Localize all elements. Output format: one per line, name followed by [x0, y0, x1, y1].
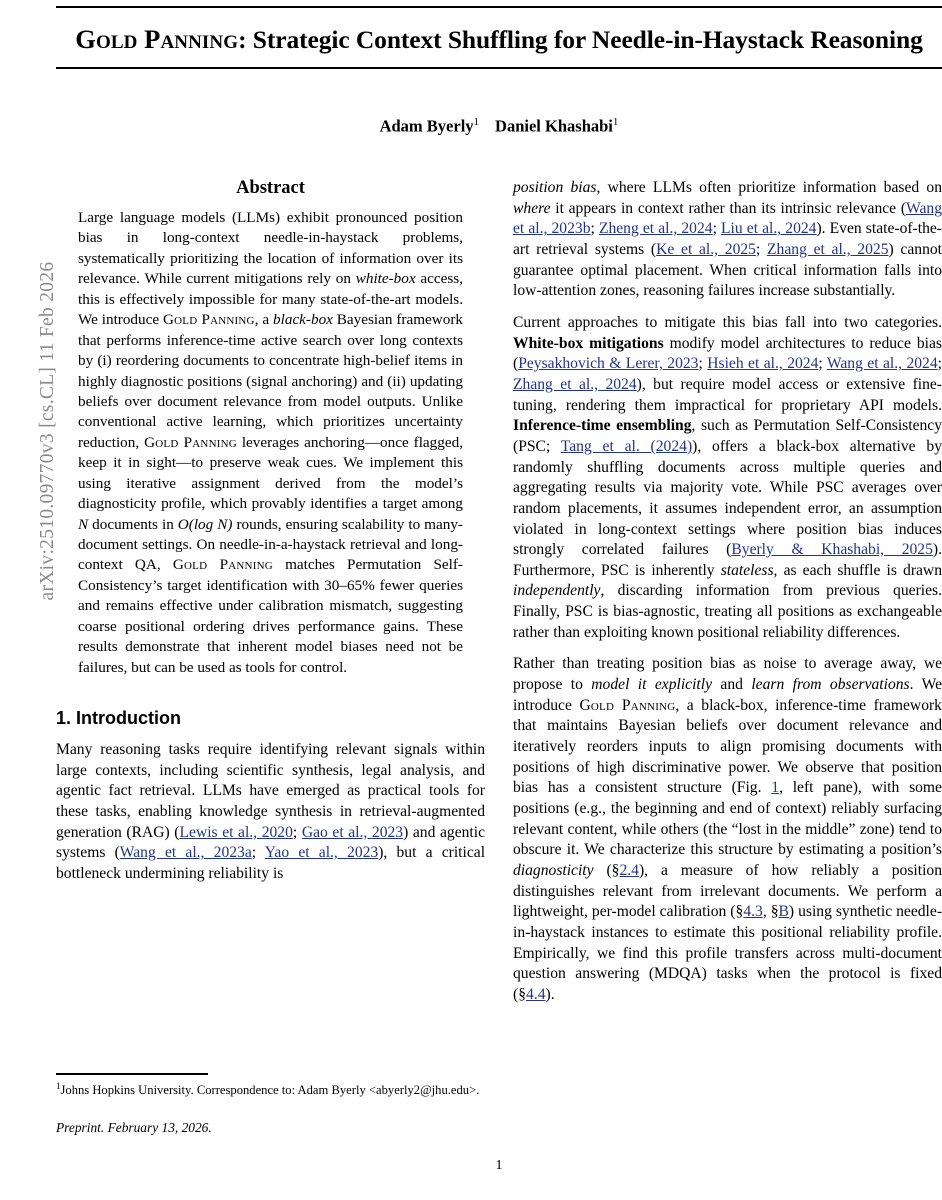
paragraph-text: ), but a critical bottleneck undermining reliability is	[56, 844, 486, 882]
intro-paragraph-3	[513, 654, 942, 1005]
footnote-affiliation: Johns Hopkins University. Correspondence to: Adam Byerly	[60, 1082, 369, 1097]
citation-link[interactable]: Wang et al., 2024	[826, 355, 938, 373]
emph-diagnosticity: diagnosticity	[513, 862, 594, 879]
paragraph-text: ).	[545, 985, 555, 1003]
abstract-text: Bayesian framework that performs inference-time active search over long contexts by (i) reordering documents to concentrate high-belief items in highly diagnostic positions (signal anchoring) and (ii) updating beliefs over document relevance from model outputs. Unlike conventional active learning, which prioritizes uncertainty reduction,	[78, 311, 463, 451]
citation-link[interactable]: Zhang et al., 2024	[513, 375, 637, 393]
paragraph-text: ;	[937, 355, 942, 373]
author-name: Daniel Khashabi	[495, 116, 613, 136]
citation-link[interactable]: Yao et al., 2023	[264, 844, 379, 862]
footnote-text	[56, 1081, 485, 1099]
abstract-method-name: Gold Panning	[163, 311, 255, 329]
arxiv-stamp: arXiv:2510.09770v3 [cs.CL] 11 Feb 2026	[37, 261, 58, 601]
paragraph-text: it appears in context rather than its intrinsic relevance (	[550, 199, 907, 217]
paragraph-text: ;	[755, 240, 768, 258]
paragraph-text: ;	[818, 355, 827, 373]
paragraph-text: ;	[251, 844, 265, 862]
abstract-text: Large language models (LLMs) exhibit pronounced position bias in long-context needle-in-haystack problems, systematically prioritizing the location of information over its relevance. While current mitigations rely on	[78, 209, 463, 288]
paragraph-text: ), offers a black-box alternative by randomly shuffling documents across multiple queries and aggregating results via majority vote. While PSC averages over random placements, it assumes independent error, an assumption violated in long-context settings where position bias induces strongly correlated failures (	[513, 437, 942, 559]
paragraph-text: ) and agentic systems (	[56, 823, 486, 862]
emph-stateless: stateless	[720, 561, 774, 579]
abstract-text: matches Permutation Self-Consistency’s target identification with 30–65% fewer queries and remains effective under calibration mismatch, suggesting coarse positional ordering drives performance gains. These results demonstrate that inherent model biases need not be failures, but can be used as tools for control.	[78, 556, 463, 676]
citation-link[interactable]: Wang et al., 2023a	[119, 844, 252, 862]
paragraph-text: , where LLMs often prioritize information based on	[596, 179, 942, 196]
figure-reference-link[interactable]: 1	[771, 779, 780, 797]
paragraph-text: , such as Permutation Self-Consistency (PSC;	[513, 417, 942, 455]
paragraph-text: ) cannot guarantee optimal placement. When critical information falls into low-attention zones, reasoning failures increase substantially.	[513, 240, 942, 300]
abstract-method-name: Gold Panning	[172, 556, 273, 574]
paragraph-text: ). Furthermore, PSC is inherently	[513, 541, 942, 579]
title-rule-bottom	[56, 67, 942, 69]
citation-link[interactable]: Gao et al., 2023	[301, 823, 404, 841]
section-reference-link[interactable]: 2.4	[619, 862, 639, 879]
footnote-email: <abyerly2@jhu.edu>	[368, 1082, 477, 1097]
citation-link[interactable]: Hsieh et al., 2024	[707, 355, 819, 373]
footnote-marker: 1	[56, 1080, 61, 1091]
paragraph-text: , a black-box, inference-time framework that maintains Bayesian beliefs over document relevance and iteratively reorders inputs to align promising documents with positions of high discriminative power. We observe that position bias has a consistent structure (Fig.	[513, 696, 942, 797]
author-affiliation-marker: 1	[473, 116, 480, 129]
emph-where: where	[513, 199, 551, 217]
paragraph-text: ), a measure of how reliably a position distinguishes relevant from irrelevant documents. We perform a lightweight, per-model calibration (§	[513, 862, 942, 921]
intro-paragraph-1-continued	[513, 178, 942, 302]
paragraph-text: , as each shuffle is drawn	[773, 561, 942, 579]
two-column-body	[56, 178, 942, 1017]
emph-independently: independently	[513, 582, 601, 600]
paragraph-text: modify model architectures to reduce bias (	[513, 334, 942, 373]
paragraph-text: , §	[762, 903, 779, 921]
page-title-smallcaps: Gold Panning	[75, 24, 239, 54]
paper-page	[56, 0, 942, 1200]
citation-link[interactable]: Wang et al., 2023b	[513, 199, 942, 238]
title-rule-top	[56, 6, 942, 8]
citation-link[interactable]: Zheng et al., 2024	[598, 220, 713, 238]
citation-link[interactable]: Zhang et al., 2025	[767, 240, 889, 258]
abstract-emph-black-box: black-box	[273, 311, 333, 329]
paragraph-text: ;	[698, 355, 708, 373]
abstract-method-name: Gold Panning	[144, 433, 237, 451]
bold-inference-time-ensembling: Inference-time ensembling	[513, 417, 692, 435]
abstract-text: documents in	[88, 515, 178, 533]
paragraph-text: ;	[292, 823, 302, 841]
author-list	[56, 116, 942, 137]
paragraph-text: Many reasoning tasks require identifying relevant signals within large contexts, including scientific synthesis, legal analysis, and agentic fact retrieval. LLMs have emerged as practical tools for these tasks, enabling knowledge synthesis in retrieval-augmented generation (RAG) (	[56, 741, 485, 841]
citation-link[interactable]: Byerly & Khashabi, 2025	[731, 541, 933, 559]
abstract-text: rounds, ensuring scalability to many-document settings. On needle-in-a-haystack retrieval and long-context QA,	[78, 515, 463, 574]
abstract-math-n: N	[78, 515, 89, 533]
page-title	[56, 24, 942, 55]
section-reference-link[interactable]: B	[778, 903, 789, 921]
page-title-rest: : Strategic Context Shuffling for Needle-in-Haystack Reasoning	[238, 25, 923, 54]
paragraph-text: ), but require model access or extensive fine-tuning, rendering them impractical for proprietary API models.	[513, 375, 942, 414]
paragraph-text: ) using synthetic needle-in-haystack instances to estimate this positional reliability profile. Empirically, we find this profile transfers across multi-document question answering (MDQA) tasks when the protocol is fixed (§	[513, 903, 942, 1003]
section-reference-link[interactable]: 4.4	[526, 985, 546, 1003]
section-heading-introduction: 1. Introduction	[56, 708, 181, 729]
paragraph-text: and	[712, 676, 752, 694]
footnote-block	[56, 1073, 485, 1136]
abstract-emph-white-box: white-box	[355, 270, 416, 288]
intro-paragraph-1	[56, 740, 485, 885]
method-name: Gold Panning	[579, 696, 676, 714]
footnote-text-tail: .	[476, 1082, 480, 1097]
emph-model-it-explicitly: model it explicitly	[591, 676, 713, 694]
intro-paragraph-2	[513, 313, 942, 644]
page-number: 1	[495, 1158, 503, 1173]
section-reference-link[interactable]: 4.3	[743, 903, 763, 921]
preprint-notice: Preprint. February 13, 2026.	[56, 1120, 212, 1136]
citation-link[interactable]: Lewis et al., 2020	[179, 823, 293, 841]
citation-link[interactable]: Liu et al., 2024	[721, 220, 817, 238]
paragraph-text: ;	[590, 220, 599, 238]
footnote-rule	[56, 1073, 208, 1075]
abstract-heading: Abstract	[236, 178, 305, 198]
paragraph-text: . We introduce	[513, 676, 942, 714]
right-column	[513, 178, 942, 1017]
abstract-text: , a	[254, 311, 274, 329]
author-affiliation-marker: 1	[612, 116, 619, 129]
emph-learn-from-observations: learn from observations	[751, 676, 910, 694]
author-name: Adam Byerly	[379, 116, 474, 136]
paragraph-text: Rather than treating position bias as noise to average away, we propose to	[513, 655, 942, 694]
paragraph-text: ). Even state-of-the-art retrieval systems (	[513, 220, 942, 258]
left-column	[56, 178, 485, 1017]
paragraph-text: , discarding information from previous queries. Finally, PSC is bias-agnostic, treating all positions as exchangeable rather than exploiting known positional reliability differences.	[513, 582, 942, 641]
abstract-paragraph	[56, 208, 485, 678]
citation-link[interactable]: Peysakhovich & Lerer, 2023	[518, 355, 699, 373]
emph-position-bias: position bias	[513, 179, 597, 196]
abstract-text: access, this is effectively impossible for many state-of-the-art models. We introduce	[78, 270, 463, 329]
paragraph-text: (§	[593, 862, 620, 879]
abstract-math-olog: O(log N)	[177, 515, 233, 533]
citation-link[interactable]: Ke et al., 2025	[656, 240, 756, 258]
paragraph-text: ;	[712, 220, 722, 238]
abstract-text: leverages anchoring—once flagged, keep it in sight—to preserve weak cues. We implement this using iterative assignment derived from the model’s diagnosticity profile, which provably identifies a target among	[78, 433, 463, 513]
paragraph-text: Current approaches to mitigate this bias fall into two categories.	[513, 313, 942, 331]
citation-link[interactable]: Tang et al. (2024)	[560, 437, 693, 455]
paragraph-text: , left pane), with some positions (e.g., the beginning and end of context) reliably surfacing relevant content, while others (the “lost in the middle” zone) tend to obscure it. We characterize this structure by estimating a position’s	[513, 779, 942, 859]
bold-white-box-mitigations: White-box mitigations	[513, 334, 664, 352]
